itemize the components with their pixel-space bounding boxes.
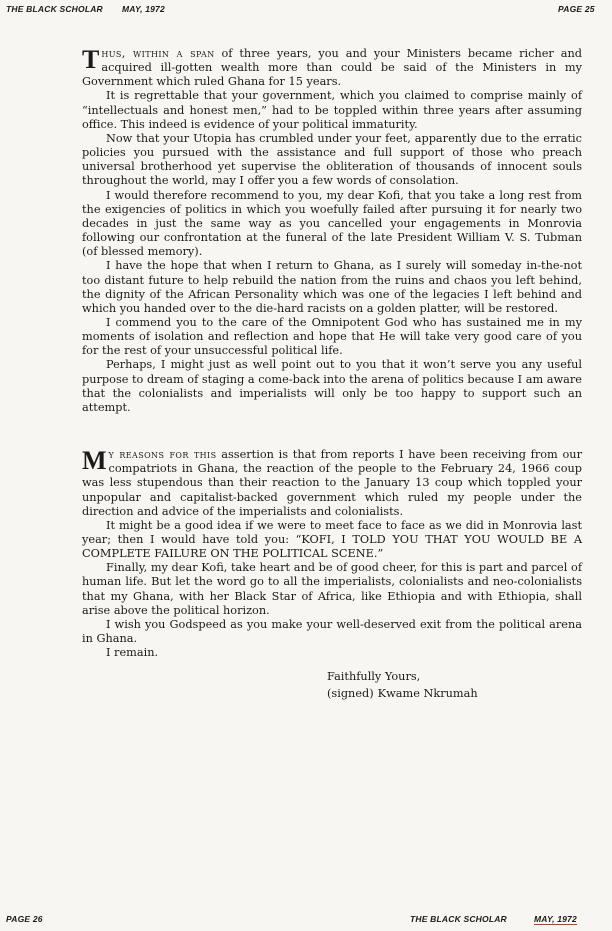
section-one	[82, 47, 582, 415]
lead-in: hus, within a span	[101, 47, 215, 60]
paragraph: I commend you to the care of the Omnipotent God who has sustained me in my moments of isolation and reflection and hope that He will take very good care of you for the rest of your unsuccessful political life.	[82, 315, 582, 358]
header-date: MAY, 1972	[122, 4, 165, 14]
footer-publication: THE BLACK SCHOLAR	[410, 914, 507, 924]
section-two	[82, 448, 582, 660]
drop-cap: M	[82, 446, 107, 476]
header-publication: THE BLACK SCHOLAR	[6, 4, 103, 14]
lead-in: y reasons for this	[108, 448, 217, 462]
paragraph: Finally, my dear Kofi, take heart and be of good cheer, for this is part and parcel of human life. But let the word go to all the imperialists, colonialists and neo-colonialists that my Ghana, with her Black Star of Africa, like Ethiopia and with Ethiopia, shall arise above the political horizon.	[82, 561, 582, 617]
letter-body	[82, 47, 582, 702]
valediction: Faithfully Yours,	[327, 670, 421, 684]
signature-line	[327, 685, 582, 702]
footer-date: MAY, 1972	[534, 914, 577, 924]
signatory-name: Kwame Nkrumah	[377, 687, 478, 701]
paragraph	[82, 47, 582, 89]
paragraph: Perhaps, I might just as well point out to you that it won’t serve you any useful purpose to dream of staging a come-back into the arena of politics because I am aware that the colonialists and imperialists will only be too happy to support such an attempt.	[82, 358, 582, 414]
paragraph-text: assertion is that from reports I have been receiving from our compatriots in Ghana, the reaction of the people to the February 24, 1966 coup was less stupendous than their reaction to the January 13 coup which toppled your unpopular and capitalist-backed government which ruled my people under the direction and advice of the imperialists and colonialists.	[82, 448, 582, 518]
running-header	[0, 4, 612, 18]
signature-block	[327, 668, 582, 702]
paragraph	[82, 448, 582, 519]
closing-line: I remain.	[106, 646, 159, 660]
running-footer	[0, 914, 612, 928]
paragraph: I have the hope that when I return to Ghana, as I surely will someday in-the-not too distant future to help rebuild the nation from the ruins and chaos you left behind, the dignity of the African Personality which was one of the legacies I left behind and which you handed over to the die-hard racists on a golden platter, will be restored.	[82, 259, 582, 315]
header-page-number: PAGE 25	[558, 4, 595, 14]
footer-page-number: PAGE 26	[6, 914, 43, 924]
paragraph: I wish you Godspeed as you make your well-deserved exit from the political arena in Ghana.	[82, 617, 582, 646]
paragraph: It is regrettable that your government, which you claimed to comprise mainly of “intellectuals and honest men,” had to be toppled within three years after assuming office. This indeed is evidence of your political immaturity.	[82, 89, 582, 131]
paragraph-text: of three years, you and your Ministers became richer and acquired ill-gotten wealth more than could be said of the Ministers in my Government which ruled Ghana for 15 years.	[82, 47, 582, 89]
drop-cap: T	[82, 45, 100, 74]
paragraph: I would therefore recommend to you, my dear Kofi, that you take a long rest from the exigencies of politics in which you woefully failed after pursuing it for nearly two decades in just the same way as you cancelled your engagements in Monrovia following our confrontation at the funeral of the late President William V. S. Tubman (of blessed memory).	[82, 188, 582, 259]
signed-label: (signed)	[327, 687, 374, 701]
paragraph: Now that your Utopia has crumbled under your feet, apparently due to the erratic policies you pursued with the assistance and full support of those who preach universal brotherhood yet supervise the obliteration of thousands of innocent souls throughout the world, may I offer you a few words of consolation.	[82, 131, 582, 188]
paragraph: It might be a good idea if we were to meet face to face as we did in Monrovia last year; then I would have told you: “KOFI, I TOLD YOU THAT YOU WOULD BE A COMPLETE FAILURE ON THE POLITICAL SCENE.”	[82, 518, 582, 561]
